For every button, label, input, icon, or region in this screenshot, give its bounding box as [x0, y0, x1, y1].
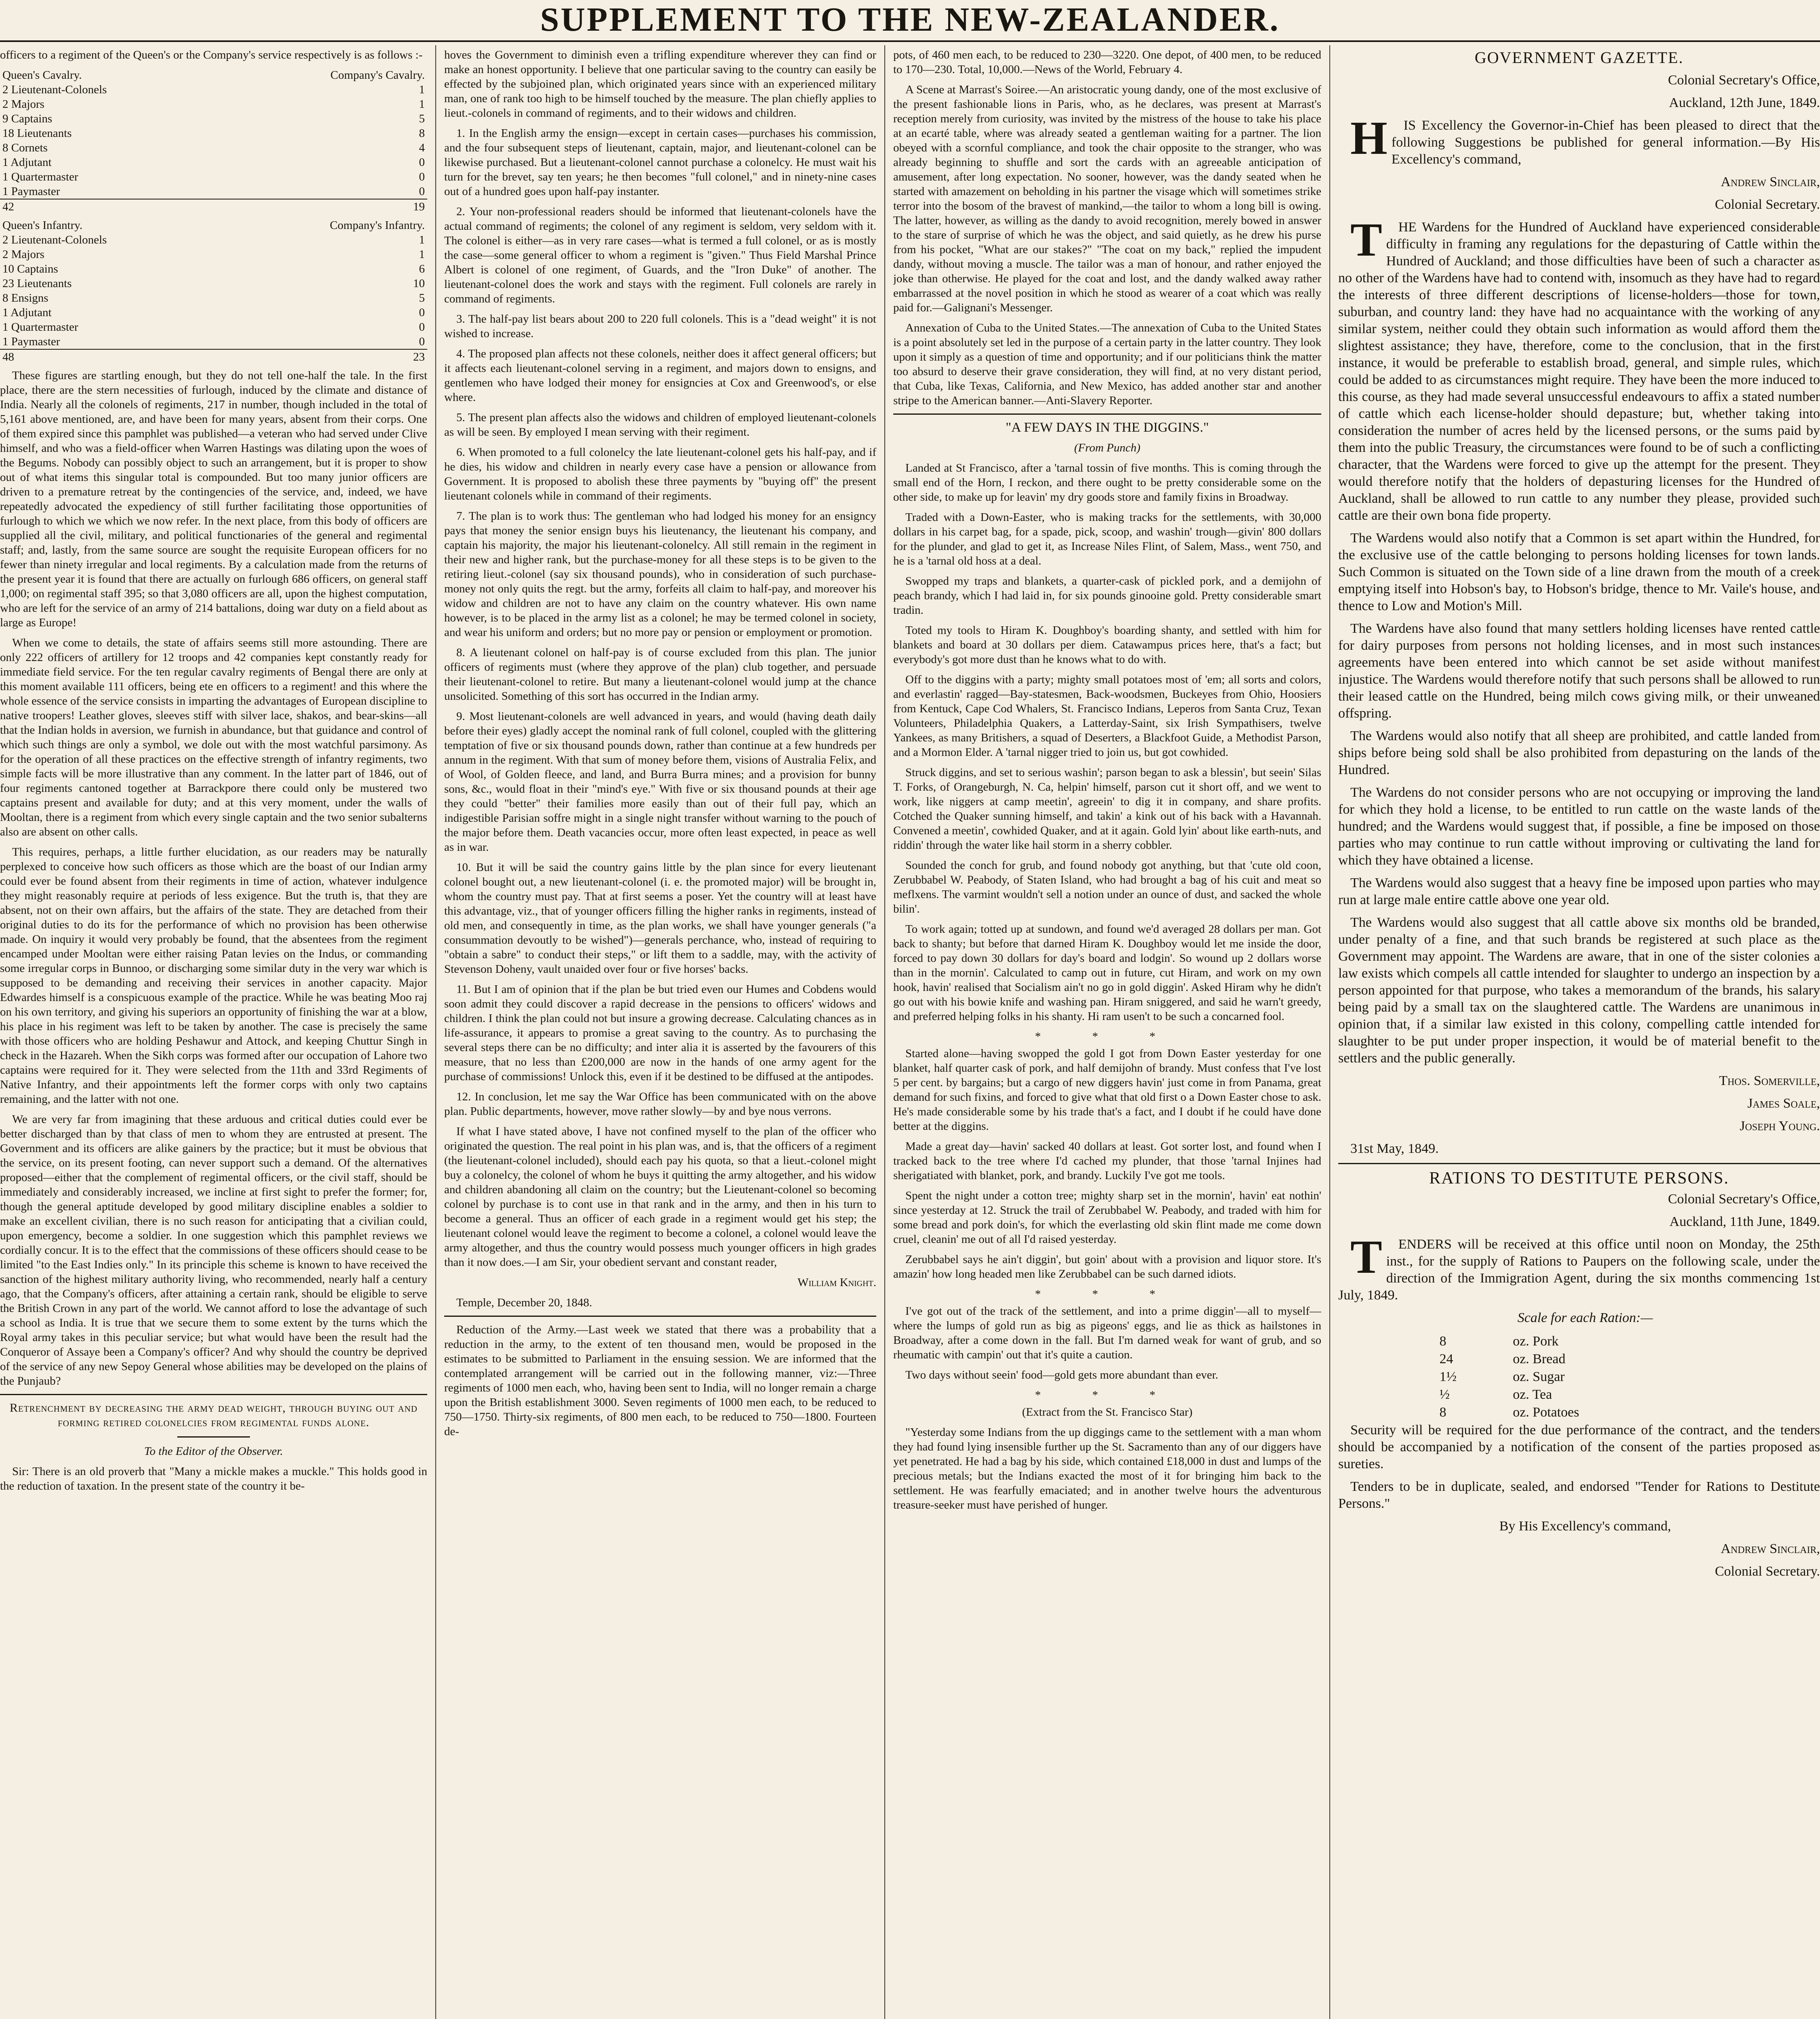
table-cell: 0: [419, 185, 425, 198]
table-row: [0, 97, 427, 111]
paragraph: We are very far from imagining that these arduous and critical duties could ever be better discharged than by that class of men to whom they are entrusted at present. The Government and its officers are alike gainers by the practice; but it must be obvious that the service, on its present footing, can never support such a demand. Of the alternatives proposed—either that the complement of regimental officers, or the civil staff, should be immediately and considerably increased, we incline at first sight to prefer the former; for, though the general aptitude developed by good military discipline enables a soldier to make an excellent civilian, there is no such reason for anticipating that a civilian could, upon emergency, become a soldier. In one suggestion which this pamphlet reviews we cordially concur. It is to the effect that the commissions of these officers should cease to be limited "to the East Indies only." In its principle this scheme is known to have received the sanction of the highest military authority living, who recommended, nearly half a century ago, that the Company's officers, after attaining a certain rank, should be eligible to serve the British Crown in any part of the world. We cannot afford to lose the advantage of such a school as India. It is true that we secure them to some extent by the turns which the Royal army takes in this peculiar service; but what would have been the result had the Conqueror of Assaye been a Company's officer? And why should the country be deprived of the service of any new Sepoy General whose abilities may be developed on the plains of the Punjaub?: [0, 1113, 427, 1387]
table-cell: 2 Lieutenant-Colonels: [2, 233, 107, 246]
article-separator: [893, 413, 1321, 415]
paragraph: 12. In conclusion, let me say the War Office has been communicated with on the above plan. Public departments, however, move rather slowly—by and bye nous verrons.: [444, 1090, 876, 1118]
paragraph: 2. Your non-professional readers should be informed that lieutenant-colonels have the actual command of regiments; the colonel of any regiment is seldom, very seldom with it. The colonel is either—as in very rare cases—what is termed a full colonel, or as is mostly the case—some general officer to whom a regiment is "given." Thus Field Marshal Prince Albert is colonel of one regiment, of Guards, and the "Iron Duke" of another. The lieutenant-colonel does the work and stays with the regiment. Full colonels are rarely in command of regiments.: [444, 205, 876, 305]
table-cell: 10: [413, 277, 425, 290]
table-row: [1436, 1368, 1723, 1385]
table-cell: 10 Captains: [2, 262, 58, 275]
article-source: (Extract from the St. Francisco Star): [1022, 1406, 1192, 1419]
masthead-rule: [0, 40, 1820, 42]
paragraph: These figures are startling enough, but they do not tell one-half the tale. In the first place, there are the stern necessities of furlough, induced by the climate and distance of India. Nearly all the colonels of regiments, 217 in number, though included in the total of 5,161 above mentioned, are, and have been for many years, absent from their corps. One of them expired since this pamphlet was published—a veteran who had served under Clive himself, and who was a field-officer when Warren Hastings was dilating upon the woes of the Begums. Nobody can possibly object to such an arrangement, but it is proper to show out of what items this singular total is compounded. But too many junior officers are driven to a premature retreat by the contingencies of the service, and, indeed, we have repeatedly advocated the expediency of still further facilitating those opportunities of furlough to which we which we now refer. In the next place, from this body of officers are supplied all the civil, military, and political functionaries of the general and regimental staff; and, lastly, from the same source are sought the requisite European officers for no fewer than ninety irregular and local regiments. By a calculation made from the returns of the present year it is found that there are actually on furlough 686 officers, on general staff 1,000; on regimental staff 395; so that 3,080 officers are all, upon the highest computation, who are left for the service of an army of 214 battalions, doing war duty on a field about as large as Europe!: [0, 369, 427, 629]
masthead: [0, 0, 1820, 39]
table-cell: 0: [419, 306, 425, 319]
table-cell: 23 Lieutenants: [2, 277, 72, 290]
rations-title: RATIONS TO DESTITUTE PERSONS.: [1429, 1169, 1729, 1188]
paragraph: 9. Most lieutenant-colonels are well advanced in years, and would (having death daily before their eyes) gladly accept the nominal rank of full colonel, coupled with the glittering temptation of five or six thousand pounds down, rather than continue at a few hundreds per annum in the regiment. With that sum of money before them, visions of Australia Felix, and of Wool, of Golden fleece, and land, and Burra Burra mines; and a provision for bunny sons, &c., would float in their "mind's eye." With five or six thousand pounds at their age they could "better" their families more easily than out of their full pay, which an indigestible Parisian soffre might in a single night transfer without warning to the pouch of the major before them. Death vacancies occur, more often least expected, in peace as well as in war.: [444, 710, 876, 854]
paragraph: Made a great day—havin' sacked 40 dollars at least. Got sorter lost, and found when I tracked back to the tree where I'd cached my plunder, that those 'tarnal Injines had sherigatiated with blanket, pork, and brandy. Luckily I've got me tools.: [893, 1140, 1321, 1182]
table-row: [0, 233, 427, 247]
paragraph: A Scene at Marrast's Soiree.—An aristocratic young dandy, one of the most exclusive of the present fashionable lions in Paris, who, as he declares, was present at Marrast's reception merely from curiosity, was invited by the mistress of the house to take his place at an ecarté table, where was already seated a gentleman waiting for a partner. The lion obeyed with a scornful compliance, and took the chair opposite to the stranger, who was already beginning to shuffle and sort the cards with an agreeable anticipation of amusement, after long expectation. No sooner, however, was the dandy seated when he started with amazement on beholding in his partner the visage which will sometimes strike terror into the bosom of the bravest of mankind,—the tailor to whom a long bill is owing. The latter, however, as willing as the dandy to avoid recognition, merely bowed in answer to the stare of surprise of which he was the object, and said quietly, as he drew his purse from his pocket, "What are our stakes?" "The coat on my back," replied the impudent dandy, without moving a muscle. The tailor was a man of honour, and rather enjoyed the joke than otherwise. He played for the coat and lost, and the dandy walked away rather embarrassed at the novel position in which he stood as wearer of a coat which was really paid for.—Galignani's Messenger.: [893, 83, 1321, 314]
table-cell: 1 Paymaster: [2, 185, 60, 198]
table-cell: 1: [419, 83, 425, 96]
paragraph: hoves the Government to diminish even a trifling expenditure wherever they can find or make an honest opportunity. I believe that one particular saving to the country can easily be effected by the subjoined plan, which originated years since with an experienced military man, one of rank too high to be himself touched by the measure. The plan chiefly applies to lieut.-colonels in command of regiments, and to their widows and children.: [444, 48, 876, 120]
masthead-title: SUPPLEMENT TO THE NEW-ZEALANDER.: [540, 0, 1280, 38]
office-line: Colonial Secretary's Office,: [1668, 73, 1820, 88]
table-row: [0, 247, 427, 262]
column-1: [0, 48, 427, 2019]
table-row: [0, 262, 427, 276]
article-separator: [444, 1316, 876, 1317]
paragraph: To work again; totted up at sundown, and found we'd averaged 28 dollars per man. Got back to shanty; but before that darned Hiram K. Doughboy would let me inside the door, forced to pay down 30 dollars for day's board and lodgin'. So wound up 2 dollars worse than in the mornin'. Calculated to camp out in future, cut Hiram, and work on my own hook, havin' realised that Socialism ain't no go in gold diggin'. Asked Hiram why he didn't go out with his bowie knife and washing pan. Hiram sniggered, and said he warn't greedy, and preferred helping folks in his shanty. Hi ram usen't to be such a concarned fool.: [893, 923, 1321, 1023]
table-cell: 9 Captains: [2, 112, 52, 125]
drop-cap: T: [1350, 213, 1382, 266]
article-heading: Retrenchment by decreasing the army dead weight, through buying out and forming retired colonelcies from regimental funds alone.: [10, 1401, 418, 1429]
paragraph: If what I have stated above, I have not confined myself to the plan of the officer who originated the question. The real point in his plan was, and is, that the officers of a regiment (the lieutenant-colonel included), should each pay his quota, so that a lieut.-colonel might buy a colonelcy, the colonel of whom he buys it quitting the army altogether, and his widow and children abandoning all claim on the country; but the Lieutenant-colonel so becoming colonel by purchase is to cont use in that rank and in the army, and then in his turn to become a general. Thus an officer of each grade in a regiment would get his step; the lieutenant colonel would leave the regiment to become a colonel, a colonel would leave the army altogether, and thus the country would possess much younger officers in high grades than it now does.—I am Sir, your obedient servant and constant reader,: [444, 1125, 876, 1269]
signature: Andrew Sinclair,: [1721, 174, 1820, 189]
table-row: [1436, 1386, 1723, 1403]
paragraph: Struck diggins, and set to serious washin'; parson began to ask a blessin', but seein' Silas T. Forks, of Orangeburgh, N. Ca, helpin' himself, parson cut it short off, and we went to work, like niggers at camp meetin', agreein' to dig it in company, and share profits. Cotched the Quaker sunning himself, and takin' a kink out of his back with a Havannah. Convened a meetin', cowhided Quaker, and at it again. Gold lyin' about like earth-nuts, and riddin' through the water like hail storm in a sherry cobbler.: [893, 766, 1321, 852]
table-cell: 0: [419, 170, 425, 183]
table-cell: 0: [419, 335, 425, 348]
article-title: "A FEW DAYS IN THE DIGGINS.": [1006, 420, 1209, 435]
paragraph: 3. The half-pay list bears about 200 to 220 full colonels. This is a "dead weight" it is not wished to increase.: [444, 313, 876, 340]
notice-paragraph: The Wardens would also notify that all sheep are prohibited, and cattle landed from ships before being sold shall be also prohibited from depasturing on the lands of the Hundred.: [1338, 728, 1820, 777]
column-divider: [435, 45, 436, 2019]
table-cell: 1: [419, 233, 425, 246]
table-row: [0, 291, 427, 305]
table-total: 48: [0, 349, 223, 364]
section-break: * * *: [1035, 1030, 1180, 1043]
table-row: [0, 334, 427, 349]
paragraph: 5. The present plan affects also the widows and children of employed lieutenant-colonels as will be seen. By employed I mean serving with their regiment.: [444, 411, 876, 439]
table-cell: 5: [419, 292, 425, 304]
paragraph: Zerubbabel says he ain't diggin', but goin' about with a provision and liquor store. It's amazin' how long headed men like Zerubbabel can be such darned idiots.: [893, 1253, 1321, 1280]
paragraph: 11. But I am of opinion that if the plan be but tried even our Humes and Cobdens would soon admit they could discover a rapid decrease in the pensions to officers' widows and children. I think the plan could not but insure a growing decrease. Calculating chances as in life-assurance, it appears to promise a great saving to the country. As to purchasing the several steps there can be no difficulty; and inter alia it is asserted by the favourers of this measure, that no less than £200,000 are now in the hands of one army agent for the purchase of commissions! Unlock this, even if it be destined to be diffused at the antipodes.: [444, 983, 876, 1083]
table-cell: 1 Adjutant: [2, 306, 52, 319]
paragraph: Toted my tools to Hiram K. Doughboy's boarding shanty, and settled with him for blankets and board at 30 dollars per diem. Catawampus prices here, that's a fact; but everybody's got more dust than he knows what to do with.: [893, 624, 1321, 666]
table-cell: 1 Adjutant: [2, 156, 52, 169]
paragraph: 6. When promoted to a full colonelcy the late lieutenant-colonel gets his half-pay, and if he dies, his widow and children in nearly every case have a pension or allowance from Government. It is proposed to abolish these three payments by "buying off" the present lieutenant colonels while in command of their regiments.: [444, 446, 876, 502]
paragraph: 4. The proposed plan affects not these colonels, neither does it affect general officers; but it affects each lieutenant-colonel serving in a regiment, and majors down to ensigns, and gentlemen who have lodged their money for ensigncies at Cox and Greenwood's, or else where.: [444, 347, 876, 404]
table-cell: oz. Potatoes: [1513, 1405, 1579, 1420]
notice-paragraph: Security will be required for the due performance of the contract, and the tenders should be accompanied by a notification of the consent of the parties proposed as sureties.: [1338, 1423, 1820, 1471]
notice-paragraph: The Wardens would also notify that a Common is set apart within the Hundred, for the exclusive use of the cattle belonging to persons holding licenses for town lands. Such Common is situated on the Town side of a line drawn from the mouth of a creek emptying itself into Hobson's bay, to Hobson's bridge, thence to Mr. Vaile's house, and thence to Low and Motion's Mill.: [1338, 531, 1820, 613]
table-row: [0, 320, 427, 334]
table-cell: 1: [419, 248, 425, 261]
table-cell: 0: [419, 156, 425, 169]
column-4-gazette: [1338, 48, 1820, 2019]
table-total: 19: [224, 199, 427, 214]
dateline: Auckland, 12th June, 1849.: [1669, 95, 1820, 110]
table-cell: oz. Tea: [1513, 1387, 1552, 1402]
signature: Andrew Sinclair,: [1721, 1541, 1820, 1556]
table-cell: 0: [419, 321, 425, 334]
paragraph: 10. But it will be said the country gains little by the plan since for every lieutenant colonel bought out, a new lieutenant-colonel (i. e. the promoted major) will be brought in, whom the country must pay. That at first seems a poser. Yet the country will at least have this advantage, viz., that of younger officers filling the higher ranks in regiments, instead of old men, and consequently in time, as the plan works, we shall have younger generals ("a consummation devoutly to be wished")—generals perchance, who, instead of requiring to "obtain a sabre" to conduct their steps," or lift them to a saddle, may, with the activity of Stevenson Doheny, vault unaided over four or five horses' backs.: [444, 861, 876, 976]
notice-paragraph: T ENDERS will be received at this office until noon on Monday, the 25th inst., for the supply of Rations to Paupers on the following scale, under the direction of the Immigration Agent, during the six months commencing 1st July, 1849.: [1338, 1230, 1820, 1303]
article-separator: [0, 1394, 427, 1395]
article-subheading: To the Editor of the Observer.: [144, 1445, 283, 1458]
notice-paragraph: Tenders to be in duplicate, sealed, and endorsed "Tender for Rations to Destitute Persons.": [1338, 1479, 1820, 1511]
paragraph: This requires, perhaps, a little further elucidation, as our readers may be naturally perplexed to conceive how such officers as those which are the boast of our Indian army could ever be found absent from their regiments in time of action, whatever indulgence they might reasonably require at periods of less exigence. But the truth is, that they are absent, not on their own affairs, but the affairs of the state. They are detached from their original duties to do its for the performance of which no provision has been otherwise made. On inquiry it would very probably be found, that the absentees from the regiment encamped under Mooltan were either raising Patan levies on the Indus, or commanding some irregular corps in Bunnoo, or discharging some similar duty in the very war which is supposed to be demanding and receiving their services in another capacity. Major Edwardes himself is a conspicuous example of the practice. While he was beating Moo raj on his own territory, and giving his superiors an opportunity of finishing the war at a blow, his place in his regiment was left to be taken by another. The case is precisely the same with those officers who are holding Peshawur and Attock, and keeping Chuttur Singh in check in the Hazareh. When the Sikh corps was formed after our occupation of Lahore two captains were required for it. They were selected from the 11th and 33rd Regiments of Native Infantry, and their appointments left the former corps with only two captains remaining, and the latter with not one.: [0, 846, 427, 1106]
section-break: * * *: [1035, 1288, 1180, 1301]
paragraph: Two days without seein' food—gold gets more abundant than ever.: [905, 1368, 1218, 1381]
paragraph: Landed at St Francisco, after a 'tarnal tossin of five months. This is coming through the small end of the Horn, I reckon, and there ought to be pretty considerable some on the other side, to make up for leavin' my dry goods store and family fixins in Broadway.: [893, 462, 1321, 504]
table-cell: 6: [419, 262, 425, 275]
paragraph: Started alone—having swopped the gold I got from Down Easter yesterday for one blanket, half quarter cask of pork, and half demijohn of brandy. Must confess that I've lost 5 per cent. by bargains; but a cargo of new diggers havin' just come in from Panama, great demand for such fixins, and forced to give what that old first o a Down Easter chose to ask. He's made considerable some by his trade that's a fact, and I doubt if he could have done better at the diggins.: [893, 1047, 1321, 1133]
table-cell: oz. Sugar: [1513, 1369, 1565, 1384]
signatory: Thos. Somerville,: [1719, 1073, 1820, 1088]
notice-paragraph: The Wardens would also suggest that all cattle above six months old be branded, under penalty of a fine, and that such brands be registered at such place as the Government may appoint. The Wardens are aware, that in one of the sister colonies a law exists which compels all cattle intended for slaughter to undergo an inspection by a person appointed for that purpose, who takes a memorandum of the brands, his salary being paid by a small tax on the slaughtered cattle. The Wardens are unanimous in opinion that, if a similar law existed in this colony, compelling cattle intended for slaughter to be put under proper inspection, it would be of material benefit to the settlers and the public generally.: [1338, 915, 1820, 1066]
table-row: [1436, 1404, 1723, 1421]
paragraph: Reduction of the Army.—Last week we stated that there was a probability that a reduction in the army, to the extent of ten thousand men, would be proposed in the estimates to be submitted to Parliament in the ensuing session. We are informed that the contemplated arrangement will be carried out in the following manner, viz:—Three regiments of 1000 men each, who, having been sent to India, will no longer remain a charge upon the British establishment 3000. Seven regiments of 1000 men each, to be reduced to 750—1750. Thirty-six regiments, of 800 men each, to be reduced to 750—1800. Fourteen de-: [444, 1323, 876, 1438]
table-header: Company's Infantry.: [330, 219, 425, 232]
table-cell: oz. Bread: [1513, 1352, 1566, 1366]
column-3: [893, 48, 1321, 2019]
rations-table: [1435, 1332, 1724, 1422]
signature-title: Colonial Secretary.: [1715, 1564, 1820, 1579]
table-header: Queen's Infantry.: [2, 219, 83, 232]
table-row: [1436, 1351, 1723, 1368]
table-cell: 1: [419, 98, 425, 111]
paragraph: When we come to details, the state of affairs seems still more astounding. There are only 222 officers of artillery for 12 troops and 42 companies kept constantly ready for immediate field service. For the ten regular cavalry regiments of Bengal there are only at this moment available 111 officers, being ete en officers to a regiment! and this where the whole essence of the service consists in imparting the advantages of European discipline to native troopers! Leather gloves, sleeves stiff with silver lace, shakos, and bear-skins—all that the Indian holds in aversion, we furnish in abundance, but that guidance and control of which such things are only a symbol, we dole out with the most watchful parsimony. As for the operation of all these practices on the effective strength of infantry regiments, two simple facts will be more illustrative than any comment. In the latter part of 1846, out of four regiments cantoned together at Barrackpore there could only be mustered two captains present and available for duty; and at this very moment, under the walls of Mooltan, there is a regiment from which every single captain and the two senior subalterns also are absent on other calls.: [0, 636, 427, 838]
dateline: Temple, December 20, 1848.: [456, 1296, 592, 1309]
table-cell: 1 Quartermaster: [2, 321, 78, 334]
table-cell: 8: [419, 127, 425, 140]
cavalry-table: [0, 68, 427, 214]
table-cell: 2 Majors: [2, 98, 44, 111]
table-row: [0, 155, 427, 170]
table-cell: ½: [1439, 1387, 1450, 1402]
table-cell: 1½: [1439, 1369, 1457, 1384]
table-header: Company's Cavalry.: [330, 69, 425, 82]
drop-cap: H: [1350, 111, 1388, 164]
paragraph: 1. In the English army the ensign—except in certain cases—purchases his commission, and the four subsequent steps of lieutenant, captain, major, and lieutenant-colonel can be likewise purchased. But a lieutenant-colonel cannot purchase a colonelcy. He must wait his turn for the brevet, say ten years; he then becomes "full colonel," and in ninety-nine cases out of a hundred goes upon half-pay instanter.: [444, 127, 876, 198]
infantry-table: [0, 218, 427, 364]
paragraph: I've got out of the track of the settlement, and into a prime diggin'—all to myself—where the lumps of gold run as big as pigeons' eggs, and lie as thick as hailstones in Broadway, after a come down in the fall. But I'm darned weak for want of grub, and so rheumatic with campin' out that it's quite a caution.: [893, 1305, 1321, 1361]
paragraph: Annexation of Cuba to the United States.—The annexation of Cuba to the United States is a point absolutely set led in the purpose of a certain party in the latter country. They look upon it simply as a question of time and opportunity; and if our politicians think the matter too absurd to deserve their grave consideration, they will find, at no very distant period, that Cuba, like Texas, California, and New Mexico, has added another star and another stripe to the American banner.—Anti-Slavery Reporter.: [893, 321, 1321, 407]
paragraph: Spent the night under a cotton tree; mighty sharp set in the mornin', havin' eat nothin' since yesterday at 12. Struck the trail of Zerubbabel W. Peabody, and traded with him for some bread and pork doin's, for which the everlasting old skin flint made me come down cruel, cleanin' me out of all I'd raised yesterday.: [893, 1189, 1321, 1246]
table-row: [0, 111, 427, 126]
rations-scale-label: Scale for each Ration:—: [1517, 1310, 1653, 1325]
office-line: Colonial Secretary's Office,: [1668, 1192, 1820, 1207]
column-divider: [884, 45, 885, 2019]
gazette-title: GOVERNMENT GAZETTE.: [1474, 48, 1684, 67]
notice-paragraph: H IS Excellency the Governor-in-Chief has been pleased to direct that the following Suggestions be published for general information.—By His Excellency's command,: [1338, 117, 1820, 168]
paragraph: Sir: There is an old proverb that "Many a mickle makes a muckle." This holds good in the reduction of taxation. In the present state of the country it be-: [0, 1465, 427, 1492]
table-cell: 1 Paymaster: [2, 335, 60, 348]
table-cell: 8 Ensigns: [2, 292, 48, 304]
paragraph: Swopped my traps and blankets, a quarter-cask of pickled pork, and a demijohn of peach brandy, which I had laid in, for six pounds ginooine gold. Pretty considerable smart tradin.: [893, 575, 1321, 617]
notice-paragraph: The Wardens do not consider persons who are not occupying or improving the land for which they hold a license, to be entitled to run cattle on the waste lands of the hundred; and the Wardens would suggest that, if possible, a fine be imposed on those parties who may continue to run cattle without improving or cultivating the land for which they have obtained a license.: [1338, 785, 1820, 868]
paragraph: officers to a regiment of the Queen's or the Company's service respectively is as follows :-: [0, 48, 423, 61]
signature: William Knight.: [797, 1276, 876, 1289]
table-row: [0, 126, 427, 141]
table-cell: 8: [1439, 1405, 1446, 1420]
table-cell: 2 Majors: [2, 248, 44, 261]
table-cell: 1 Quartermaster: [2, 170, 78, 183]
table-row: [0, 141, 427, 155]
table-cell: 2 Lieutenant-Colonels: [2, 83, 107, 96]
table-row: [0, 276, 427, 291]
signature-title: Colonial Secretary.: [1715, 197, 1820, 212]
table-cell: 8: [1439, 1334, 1446, 1349]
table-cell: 18 Lieutenants: [2, 127, 72, 140]
column-2: [444, 48, 876, 2019]
paragraph: Traded with a Down-Easter, who is making tracks for the settlements, with 30,000 dollars in his carpet bag, for a spade, pick, scoop, and washin' trough—givin' 800 dollars for the plunder, and glad to get it, as Increase Niles Flint, of Salem, Mass., went 750, and he is a 'tarnal old hoss at a deal.: [893, 511, 1321, 567]
notice-paragraph: The Wardens have also found that many settlers holding licenses have rented cattle for dairy purposes from persons not holding licenses, and in most such instances agreements have been entered into which cannot be set aside without manifest injustice. The Wardens would therefore notify that such persons shall be allowed to run their leased cattle on the Hundred, being milch cows giving milk, or their unweaned offspring.: [1338, 621, 1820, 721]
dateline: Auckland, 11th June, 1849.: [1669, 1214, 1820, 1229]
table-total: 23: [223, 349, 427, 364]
paragraph: 7. The plan is to work thus: The gentleman who had lodged his money for an ensigncy pays that money the senior ensign buys his lieutenancy, the lieutenant his company, and captain his majority, the major his lieutenant-colonelcy. All still remain in the regiment in their new and higher rank, but the purchase-money for all these steps is to be given to the retiring lieut.-colonel (say six thousand pounds), who in consideration of such purchase-money not only quits the regt. but the army, forfeits all claim to half-pay, and moreover his widow and children are not to have any claim on the country whatever. His own name however, is to be placed in the army list as a colonel; he may be termed colonel in society, and wear his uniform and orders; but no more pay or pension or employment or promotion.: [444, 510, 876, 639]
column-divider: [1329, 45, 1330, 2019]
table-cell: 24: [1439, 1352, 1453, 1366]
table-row: [0, 82, 427, 97]
table-row: [0, 305, 427, 320]
table-total: 42: [0, 199, 224, 214]
table-cell: 8 Cornets: [2, 141, 48, 154]
table-row: [0, 184, 427, 199]
notice-separator: [1338, 1163, 1820, 1164]
dateline: 31st May, 1849.: [1350, 1141, 1439, 1156]
table-cell: 4: [419, 141, 425, 154]
table-cell: oz. Pork: [1513, 1334, 1559, 1349]
article-source: (From Punch): [1074, 441, 1141, 454]
paragraph: 8. A lieutenant colonel on half-pay is of course excluded from this plan. The junior officers of regiments must (where they approve of the plan) club together, and persuade their lieutenant-colonel to retire. But many a lieutenant-colonel would jump at the chance unsolicited. Something of this sort has occurred in the Indian army.: [444, 646, 876, 703]
command-line: By His Excellency's command,: [1499, 1519, 1671, 1534]
signatory: James Soale,: [1747, 1096, 1820, 1111]
paragraph: Sounded the conch for grub, and found nobody got anything, but that 'cute old coon, Zerubbabel W. Peabody, of Staten Island, who had brought a bag of his cuit and meat so meflxens. The varmint wouldn't sell a notion under an ounce of dust, and sacked the whole bilin'.: [893, 859, 1321, 915]
paragraph: pots, of 460 men each, to be reduced to 230—3220. One depot, of 400 men, to be reduced to 170—230. Total, 10,000.—News of the World, February 4.: [893, 48, 1321, 76]
notice-paragraph: T HE Wardens for the Hundred of Auckland have experienced considerable difficulty in framing any regulations for the depasturing of Cattle within the Hundred of Auckland; and those difficulties have been of such a character as no other of the Wardens have had to contend with, insomuch as they have had to regard the interests of three different descriptions of license-holders—those for town, suburban, and country land: they have had no acquaintance with the working of any similar system, neither could they obtain such information as would afford them the slightest assistance; they have, therefore, come to the conclusion, that in the first instance, it would be preferable to establish broad, general, and simple rules, which could be added to as circumstances might require. They have been the more induced to this course, as they had made several unsuccessful endeavours to affix a stated number of cattle which each license-holder should depasture; but, whether taking into consideration the number of acres held by the licensed persons, or the sums paid by them into the public Treasury, the circumstances were found to be of such a conflicting character, that the Wardens were forced to give up the attempt for the present. They would therefore notify that the holders of depasturing licenses for the Hundred of Auckland, shall be allowed to run cattle to any number they please, provided such cattle are their own bona fide property.: [1338, 213, 1820, 523]
table-row: [0, 170, 427, 184]
drop-cap: T: [1350, 1230, 1382, 1283]
signatory: Joseph Young.: [1740, 1119, 1820, 1133]
section-break: * * *: [1035, 1389, 1180, 1402]
table-cell: 5: [419, 112, 425, 125]
paragraph: "Yesterday some Indians from the up diggings came to the settlement with a man whom they had found lying insensible further up the St. Sacramento than any of our diggers have yet penetrated. He had a bag by his side, which contained £18,000 in dust and lumps of the precious metals; but the Indians exacted the most of it for bringing him back to the settlement. He was fearfully emaciated; and in another twelve hours the adventurous treasure-seeker must have perished of hunger.: [893, 1426, 1321, 1511]
paragraph: Off to the diggins with a party; mighty small potatoes most of 'em; all sorts and colors, and everlastin' ragged—Bay-statesmen, Back-woodsmen, Buckeyes from Ohio, Hoosiers from Kentuck, Cape Cod Whalers, St. Francisco Indians, Leperos from Santa Cruz, Texan Volunteers, Philadelphia Quakers, a Latterday-Saint, six Irish Sympathisers, twelve Yankees, as many Britishers, a squad of Deserters, a Blackfoot Guide, a Methodist Parson, and a Mormon Elder. A 'tarnal nigger tried to join us, but got cowhided.: [893, 673, 1321, 759]
short-rule: [177, 1436, 250, 1438]
notice-paragraph: The Wardens would also suggest that a heavy fine be imposed upon parties who may run at large male entire cattle above one year old.: [1338, 875, 1820, 907]
table-header: Queen's Cavalry.: [2, 69, 82, 82]
table-row: [1436, 1333, 1723, 1350]
